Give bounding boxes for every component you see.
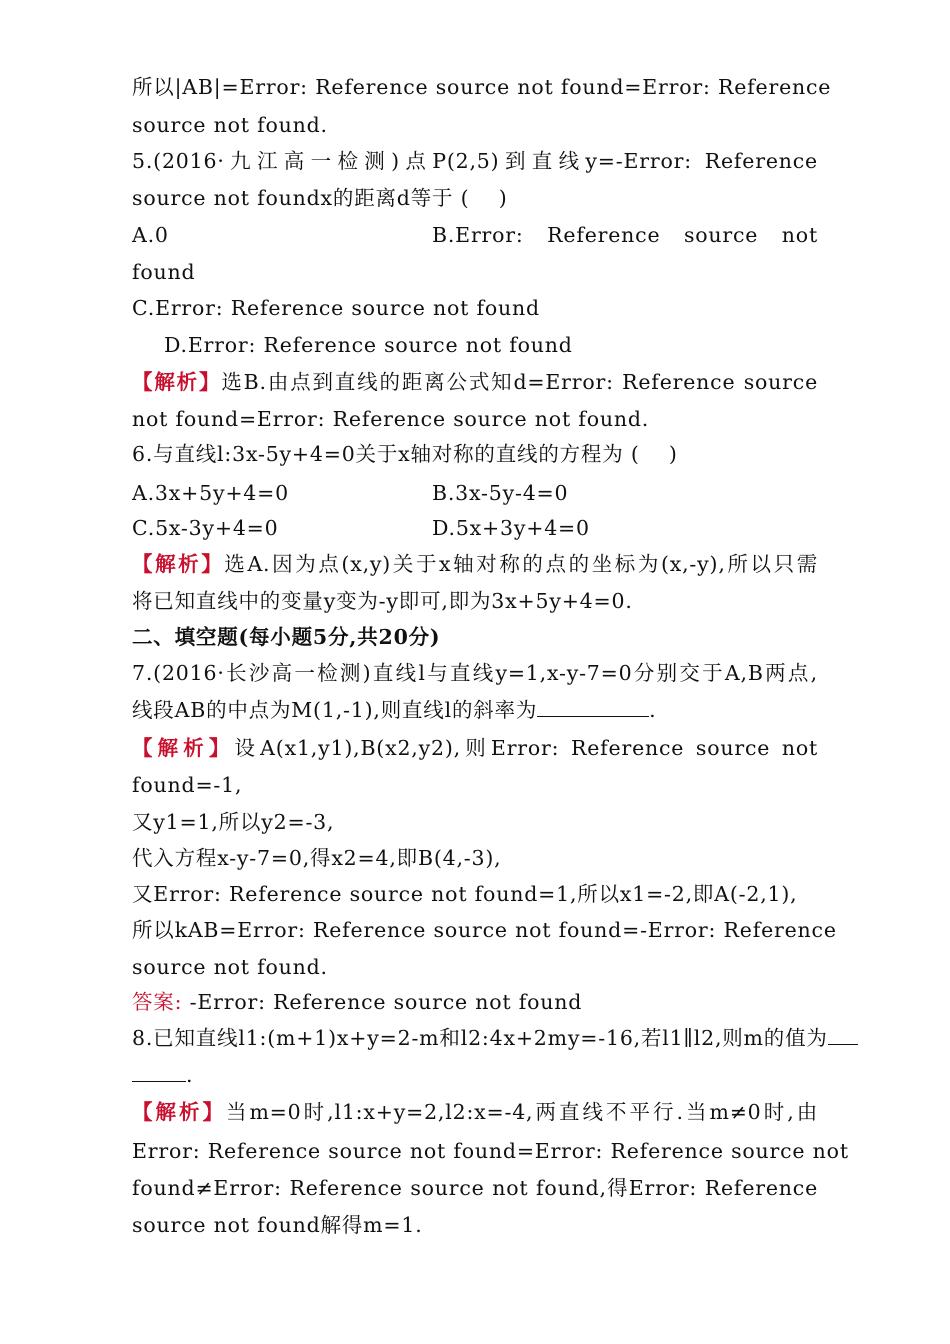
analysis-text: 选A.因为点(x,y)关于x轴对称的点的坐标为(x,-y),所以只需 (224, 552, 818, 576)
analysis-7-line4: 代入方程x-y-7=0,得x2=4,即B(4,-3), (132, 846, 502, 870)
question-7-stem-cont: 线段AB的中点为M(1,-1),则直线l的斜率为 . (132, 698, 657, 722)
option-a: A.3x+5y+4=0 (132, 481, 289, 505)
option-c: C.Error: Reference source not found (132, 296, 540, 320)
analysis-6-cont: 将已知直线中的变量y变为-y即可,即为3x+5y+4=0. (132, 589, 633, 613)
option-d: D.5x+3y+4=0 (432, 516, 590, 540)
analysis-8 (132, 1098, 818, 1126)
analysis-6 (132, 550, 818, 578)
question-5-stem-cont: source not foundx的距离d等于 ( ) (132, 186, 508, 210)
option-b-cont: found (132, 260, 196, 284)
answer-tag: 答案: (132, 990, 183, 1014)
text-line: 所以|AB|=Error: Reference source not found=Error: Reference (132, 75, 832, 99)
analysis-tag: 【解析】 (132, 370, 222, 394)
answer-blank (828, 1024, 858, 1045)
question-7-stem: 7.(2016·长沙高一检测)直线l与直线y=1,x-y-7=0分别交于A,B两点, (132, 661, 818, 685)
analysis-8-line3: found≠Error: Reference source not found,得Error: Reference (132, 1176, 818, 1200)
analysis-7 (132, 734, 818, 762)
option-d: D.Error: Reference source not found (164, 333, 573, 357)
option-b: B.Error: Reference source not (432, 223, 818, 247)
answer-text: -Error: Reference source not found (189, 990, 583, 1014)
analysis-7-line7: source not found. (132, 955, 328, 979)
analysis-tag: 【解析】 (132, 1100, 226, 1124)
question-text: 8.已知直线l1:(m+1)x+y=2-m和l2:4x+2my=-16,若l1∥l2,则m的值为 (132, 1026, 828, 1050)
analysis-7-line3: 又y1=1,所以y2=-3, (132, 810, 335, 834)
option-c: C.5x-3y+4=0 (132, 516, 279, 540)
analysis-7-line2: found=-1, (132, 773, 243, 797)
analysis-text: 当m=0时,l1:x+y=2,l2:x=-4,两直线不平行.当m≠0时,由 (225, 1100, 818, 1124)
answer-blank (132, 1061, 186, 1082)
option-b: B.3x-5y-4=0 (432, 481, 569, 505)
section-heading: 二、填空题(每小题5分,共20分) (132, 625, 441, 649)
question-6-stem: 6.与直线l:3x-5y+4=0关于x轴对称的直线的方程为 ( ) (132, 442, 678, 466)
analysis-text: 选B.由点到直线的距离公式知d=Error: Reference source (221, 370, 818, 394)
option-a: A.0 (132, 223, 169, 247)
analysis-7-line5: 又Error: Reference source not found=1,所以x1=-2,即A(-2,1), (132, 882, 798, 906)
answer-7 (132, 988, 582, 1016)
analysis-tag: 【解析】 (132, 736, 235, 760)
analysis-5-cont: not found=Error: Reference source not found. (132, 407, 650, 431)
text-line: source not found. (132, 113, 328, 137)
question-8-stem-cont: . (132, 1061, 193, 1089)
analysis-text: 设A(x1,y1),B(x2,y2),则Error: Reference source not (234, 736, 818, 760)
analysis-7-line6: 所以kAB=Error: Reference source not found=-Error: Reference (132, 918, 837, 942)
analysis-tag: 【解析】 (132, 552, 225, 576)
analysis-8-line2: Error: Reference source not found=Error: Reference source not (132, 1139, 849, 1163)
question-text: 线段AB的中点为M(1,-1),则直线l的斜率为 (132, 698, 538, 722)
question-8-stem (132, 1024, 858, 1052)
analysis-5 (132, 368, 818, 396)
question-5-stem: 5.(2016·九江高一检测)点P(2,5)到直线y=-Error: Reference (132, 149, 818, 173)
answer-blank (537, 696, 649, 717)
analysis-8-line4: source not found解得m=1. (132, 1213, 423, 1237)
